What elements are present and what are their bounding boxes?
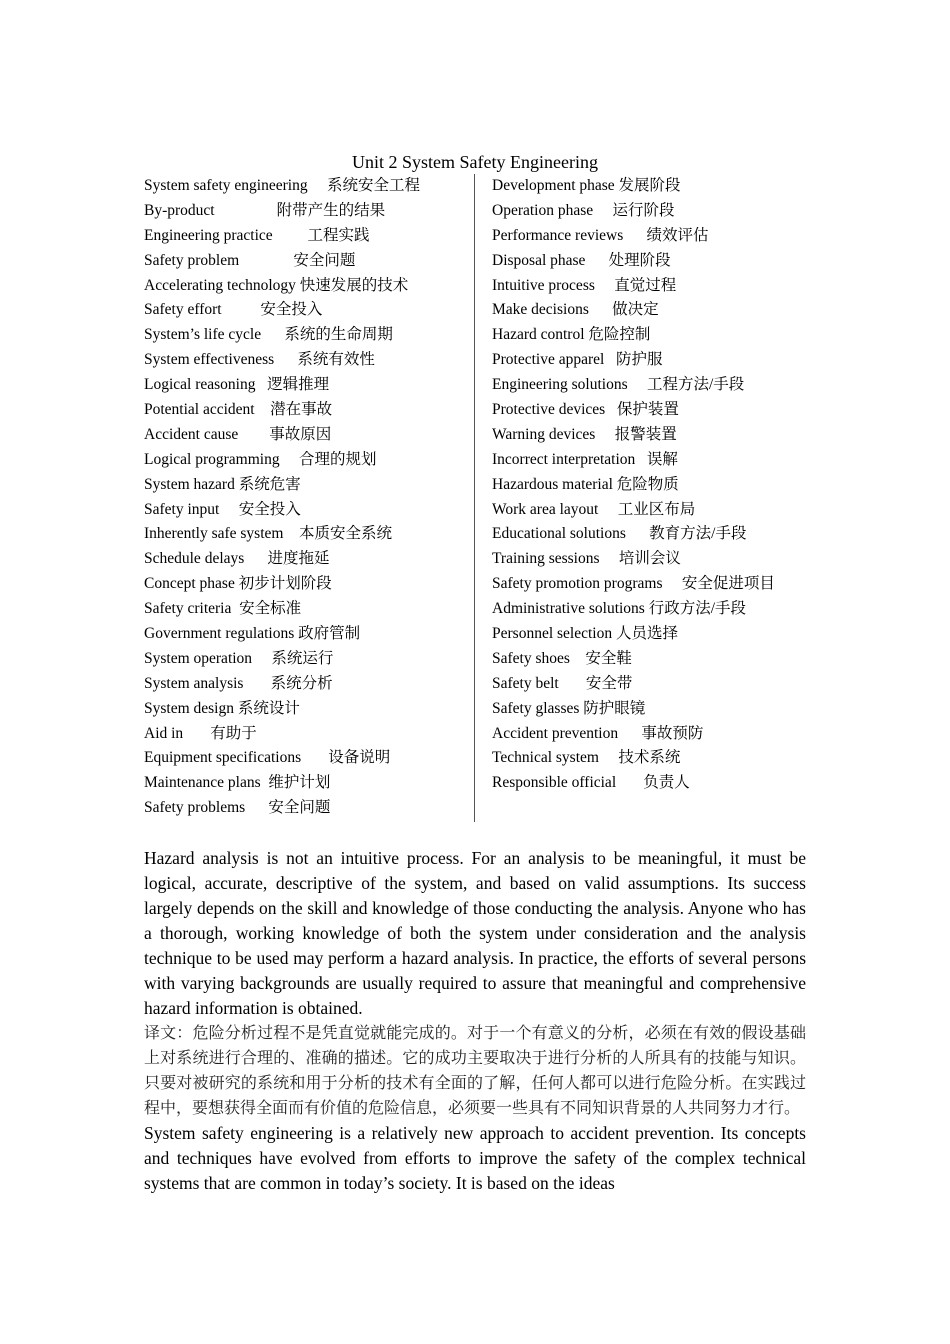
glossary-term: Safety shoes 安全鞋 (492, 649, 632, 667)
glossary-term: System operation 系统运行 (144, 649, 334, 667)
glossary-term: System’s life cycle 系统的生命周期 (144, 326, 393, 344)
glossary-term: Educational solutions 教育方法/手段 (492, 525, 747, 543)
paragraph-english: Hazard analysis is not an intuitive process. For an analysis to be meaningful, it must be logical, accurate, descriptive of the system, and based on valid assumptions. Its success largely depends on the skill and knowledge of those conducting the analysis. Anyone who has a thorough, working knowledge of both the system under consideration and the analysis technique to be used may perform a hazard analysis. In practice, the efforts of several persons with varying backgrounds are usually required to assure that meaningful and comprehensive hazard information is obtained. (144, 848, 806, 1018)
glossary-term: System hazard 系统危害 (144, 475, 301, 493)
glossary-term: Accelerating technology 快速发展的技术 (144, 276, 409, 294)
glossary-term: Safety input 安全投入 (144, 500, 301, 518)
glossary-term: Make decisions 做决定 (492, 301, 659, 319)
glossary-term: Responsible official 负责人 (492, 774, 690, 792)
glossary-term: Potential accident 潜在事故 (144, 401, 333, 419)
glossary-term: Administrative solutions 行政方法/手段 (492, 600, 747, 618)
glossary-term: Training sessions 培训会议 (492, 550, 681, 568)
glossary-term: Logical programming 合理的规划 (144, 450, 377, 468)
glossary-term: Hazardous material 危险物质 (492, 475, 679, 493)
glossary-term: Engineering solutions 工程方法/手段 (492, 376, 745, 394)
glossary-term: Safety belt 安全带 (492, 674, 633, 692)
glossary-term: Safety problems 安全问题 (144, 799, 331, 817)
glossary-term: Equipment specifications 设备说明 (144, 749, 391, 767)
glossary-left-column (144, 174, 474, 821)
glossary-term: Concept phase 初步计划阶段 (144, 575, 332, 593)
glossary-term: Logical reasoning 逻辑推理 (144, 376, 330, 394)
glossary-term: Engineering practice 工程实践 (144, 226, 370, 244)
glossary-term: Aid in 有助于 (144, 724, 257, 742)
glossary-term: Warning devices 报警装置 (492, 425, 677, 443)
glossary-term: Disposal phase 处理阶段 (492, 251, 671, 269)
glossary-term: Inherently safe system 本质安全系统 (144, 525, 392, 543)
glossary-term: Safety glasses 防护眼镜 (492, 699, 646, 717)
page-title: Unit 2 System Safety Engineering (352, 152, 598, 172)
glossary-term: Safety effort 安全投入 (144, 301, 323, 319)
glossary-term: Protective apparel 防护服 (492, 351, 663, 369)
glossary-term: Safety criteria 安全标准 (144, 600, 302, 618)
glossary-term: System design 系统设计 (144, 699, 300, 717)
glossary-term: Maintenance plans 维护计划 (144, 774, 331, 792)
glossary-term: Accident prevention 事故预防 (492, 724, 704, 742)
glossary-term: Technical system 技术系统 (492, 749, 681, 767)
paragraph-translation: 译文：危险分析过程不是凭直觉就能完成的。对于一个有意义的分析，必须在有效的假设基础上对系统进行合理的、准确的描述。它的成功主要取决于进行分析的人所具有的技能与知识。只要对被研究的系统和用于分析的技术有全面的了解，任何人都可以进行危险分析。在实践过程中，要想获得全面而有价值的危险信息，必须要一些具有不同知识背景的人共同努力才行。 (144, 1025, 806, 1117)
glossary-term: Work area layout 工业区布局 (492, 500, 696, 518)
glossary-table (144, 174, 806, 822)
glossary-term: System analysis 系统分析 (144, 674, 333, 692)
glossary-term: System safety engineering 系统安全工程 (144, 177, 420, 194)
column-divider (474, 174, 475, 822)
glossary-term: Government regulations 政府管制 (144, 625, 361, 643)
glossary-right-column (492, 174, 822, 796)
glossary-term: Protective devices 保护装置 (492, 401, 679, 419)
glossary-term: Operation phase 运行阶段 (492, 201, 675, 219)
glossary-term: Schedule delays 进度拖延 (144, 550, 330, 568)
glossary-term: By-product 附带产生的结果 (144, 201, 386, 219)
glossary-term: Intuitive process 直觉过程 (492, 276, 677, 294)
glossary-term: Accident cause 事故原因 (144, 425, 332, 443)
glossary-term: Safety problem 安全问题 (144, 251, 356, 269)
glossary-term: Development phase 发展阶段 (492, 177, 681, 194)
body-text (144, 846, 806, 1196)
glossary-term: System effectiveness 系统有效性 (144, 351, 375, 369)
glossary-term: Personnel selection 人员选择 (492, 625, 678, 643)
glossary-term: Performance reviews 绩效评估 (492, 226, 709, 244)
paragraph-english: System safety engineering is a relatively new approach to accident prevention. Its concepts and techniques have evolved from efforts to improve the safety of the complex technical systems that are common in today’s society. It is based on the ideas (144, 1123, 806, 1193)
glossary-term: Safety promotion programs 安全促进项目 (492, 575, 775, 593)
glossary-term: Hazard control 危险控制 (492, 326, 651, 344)
glossary-term: Incorrect interpretation 误解 (492, 450, 678, 468)
